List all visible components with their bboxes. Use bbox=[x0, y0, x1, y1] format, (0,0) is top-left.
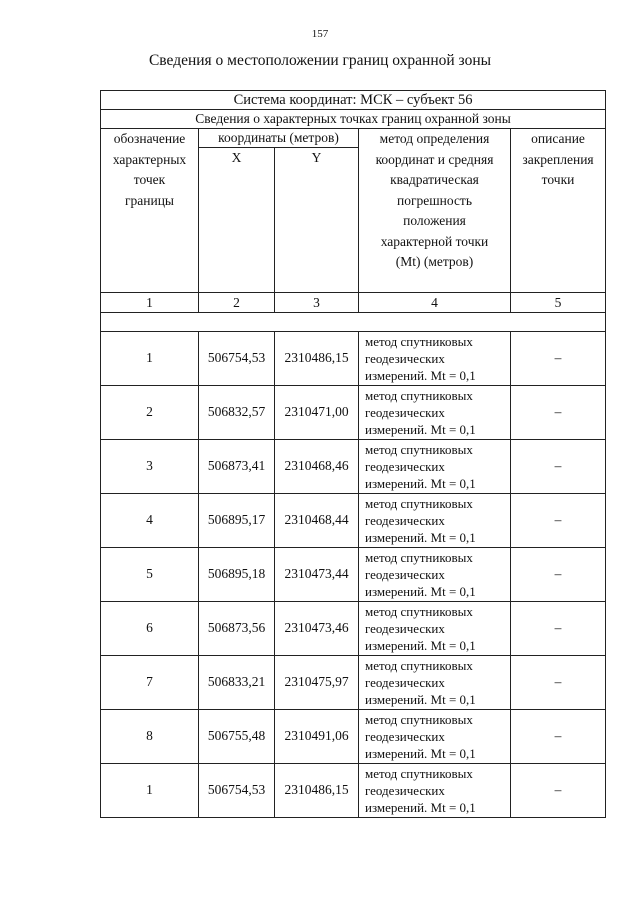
description-cell: – bbox=[511, 332, 606, 386]
method-text-line: метод спутниковых bbox=[365, 604, 473, 619]
header-text-line: точек bbox=[133, 172, 166, 187]
method-text-line: геодезических bbox=[365, 729, 445, 744]
method-text-line: геодезических bbox=[365, 621, 445, 636]
method-text-line: измерений. Mt = 0,1 bbox=[365, 422, 476, 437]
method-cell bbox=[359, 710, 511, 764]
method-text-line: метод спутниковых bbox=[365, 442, 473, 457]
description-cell: – bbox=[511, 602, 606, 656]
y-coordinate-cell: 2310471,00 bbox=[275, 386, 359, 440]
y-coordinate-cell: 2310486,15 bbox=[275, 332, 359, 386]
y-coordinate-cell: 2310473,44 bbox=[275, 548, 359, 602]
method-cell bbox=[359, 386, 511, 440]
description-cell: – bbox=[511, 494, 606, 548]
x-coordinate-cell: 506895,18 bbox=[199, 548, 275, 602]
description-cell: – bbox=[511, 764, 606, 818]
x-coordinate-cell: 506754,53 bbox=[199, 332, 275, 386]
boundary-points-table bbox=[100, 90, 606, 818]
method-text-line: метод спутниковых bbox=[365, 658, 473, 673]
header-y: Y bbox=[275, 148, 359, 293]
description-cell: – bbox=[511, 710, 606, 764]
column-number: 2 bbox=[199, 293, 275, 313]
header-point-designation bbox=[101, 129, 199, 293]
method-text-line: метод спутниковых bbox=[365, 712, 473, 727]
header-text-line: характерных bbox=[112, 151, 187, 167]
header-text-line: обозначение bbox=[113, 131, 186, 146]
table-row bbox=[101, 494, 606, 548]
method-text-line: измерений. Mt = 0,1 bbox=[365, 800, 476, 815]
table-row bbox=[101, 764, 606, 818]
column-number: 5 bbox=[511, 293, 606, 313]
header-text-line: (Mt) (метров) bbox=[395, 254, 474, 269]
y-coordinate-cell: 2310468,44 bbox=[275, 494, 359, 548]
header-coordinates: координаты (метров) bbox=[199, 129, 359, 148]
method-text-line: измерений. Mt = 0,1 bbox=[365, 530, 476, 545]
description-cell: – bbox=[511, 656, 606, 710]
header-text-line: точки bbox=[541, 172, 575, 187]
data-rows bbox=[101, 332, 606, 818]
method-text-line: измерений. Mt = 0,1 bbox=[365, 476, 476, 491]
y-coordinate-cell: 2310486,15 bbox=[275, 764, 359, 818]
method-text-line: метод спутниковых bbox=[365, 550, 473, 565]
description-cell: – bbox=[511, 548, 606, 602]
header-text-line: положения bbox=[403, 213, 466, 228]
table-row bbox=[101, 548, 606, 602]
method-text-line: метод спутниковых bbox=[365, 496, 473, 511]
method-cell bbox=[359, 656, 511, 710]
method-text-line: метод спутниковых bbox=[365, 334, 473, 349]
table-row bbox=[101, 656, 606, 710]
point-number-cell: 4 bbox=[101, 494, 199, 548]
header-method bbox=[359, 129, 511, 293]
blank-row bbox=[101, 313, 606, 332]
table-row bbox=[101, 602, 606, 656]
page-number: 157 bbox=[311, 28, 329, 40]
header-text-line: границы bbox=[124, 192, 175, 208]
y-coordinate-cell: 2310491,06 bbox=[275, 710, 359, 764]
method-text-line: метод спутниковых bbox=[365, 766, 473, 781]
table-row bbox=[101, 332, 606, 386]
header-text-line: погрешность bbox=[396, 192, 472, 208]
method-cell bbox=[359, 764, 511, 818]
header-text-line: описание bbox=[531, 131, 585, 146]
description-cell: – bbox=[511, 440, 606, 494]
header-text-line: закрепления bbox=[522, 151, 594, 167]
y-coordinate-cell: 2310475,97 bbox=[275, 656, 359, 710]
section-header: Сведения о характерных точках границ охранной зоны bbox=[101, 110, 606, 129]
method-text-line: измерений. Mt = 0,1 bbox=[365, 638, 476, 653]
x-coordinate-cell: 506832,57 bbox=[199, 386, 275, 440]
column-number: 3 bbox=[275, 293, 359, 313]
method-text-line: геодезических bbox=[365, 405, 445, 420]
method-cell bbox=[359, 548, 511, 602]
header-text-line: координат и средняя bbox=[375, 151, 494, 167]
header-description bbox=[511, 129, 606, 293]
method-text-line: геодезических bbox=[365, 783, 445, 798]
table-row bbox=[101, 710, 606, 764]
header-x: X bbox=[199, 148, 275, 293]
x-coordinate-cell: 506833,21 bbox=[199, 656, 275, 710]
column-number: 4 bbox=[359, 293, 511, 313]
method-text-line: геодезических bbox=[365, 675, 445, 690]
method-cell bbox=[359, 602, 511, 656]
method-cell bbox=[359, 440, 511, 494]
method-text-line: геодезических bbox=[365, 351, 445, 366]
x-coordinate-cell: 506873,56 bbox=[199, 602, 275, 656]
point-number-cell: 1 bbox=[101, 764, 199, 818]
description-cell: – bbox=[511, 386, 606, 440]
point-number-cell: 6 bbox=[101, 602, 199, 656]
table-row bbox=[101, 386, 606, 440]
method-cell bbox=[359, 494, 511, 548]
method-text-line: геодезических bbox=[365, 567, 445, 582]
method-text-line: измерений. Mt = 0,1 bbox=[365, 584, 476, 599]
method-text-line: измерений. Mt = 0,1 bbox=[365, 368, 476, 383]
y-coordinate-cell: 2310468,46 bbox=[275, 440, 359, 494]
x-coordinate-cell: 506873,41 bbox=[199, 440, 275, 494]
method-text-line: измерений. Mt = 0,1 bbox=[365, 746, 476, 761]
header-text-line: характерной точки bbox=[380, 233, 489, 249]
x-coordinate-cell: 506895,17 bbox=[199, 494, 275, 548]
method-text-line: геодезических bbox=[365, 513, 445, 528]
header-text-line: квадратическая bbox=[390, 172, 479, 187]
point-number-cell: 5 bbox=[101, 548, 199, 602]
coord-system-header: Система координат: МСК – субъект 56 bbox=[101, 91, 606, 110]
point-number-cell: 8 bbox=[101, 710, 199, 764]
column-number: 1 bbox=[101, 293, 199, 313]
header-text-line: метод определения bbox=[379, 131, 490, 146]
method-text-line: метод спутниковых bbox=[365, 388, 473, 403]
x-coordinate-cell: 506755,48 bbox=[199, 710, 275, 764]
method-text-line: измерений. Mt = 0,1 bbox=[365, 692, 476, 707]
method-cell bbox=[359, 332, 511, 386]
point-number-cell: 3 bbox=[101, 440, 199, 494]
document-title: Сведения о местоположении границ охранной зоны bbox=[148, 52, 492, 69]
table-row bbox=[101, 440, 606, 494]
point-number-cell: 1 bbox=[101, 332, 199, 386]
method-text-line: геодезических bbox=[365, 459, 445, 474]
x-coordinate-cell: 506754,53 bbox=[199, 764, 275, 818]
y-coordinate-cell: 2310473,46 bbox=[275, 602, 359, 656]
point-number-cell: 2 bbox=[101, 386, 199, 440]
point-number-cell: 7 bbox=[101, 656, 199, 710]
